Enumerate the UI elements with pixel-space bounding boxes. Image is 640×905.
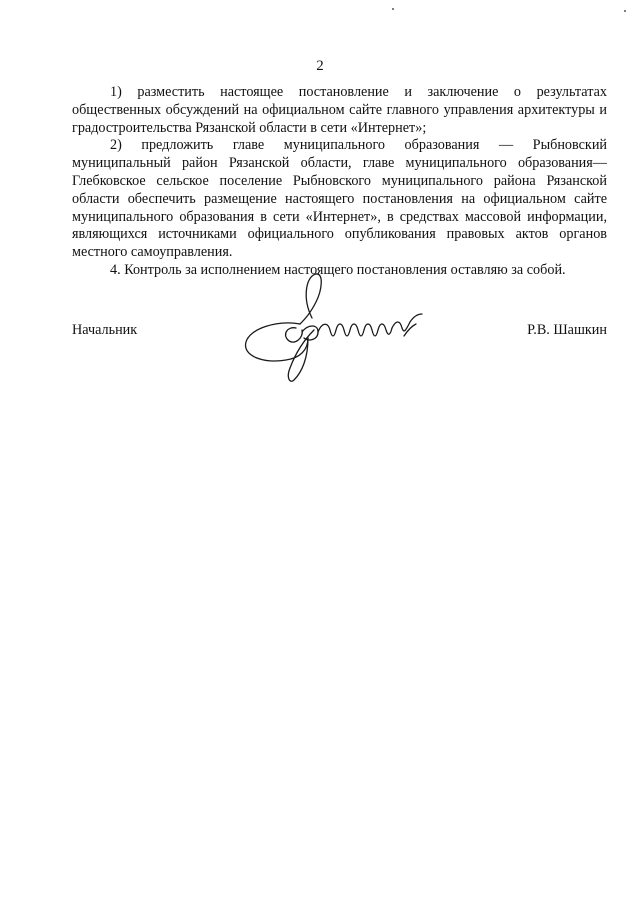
- scan-speck: [624, 10, 626, 12]
- paragraph-control: 4. Контроль за исполнением настоящего постановления оставляю за собой.: [110, 261, 566, 278]
- scan-speck: [392, 8, 394, 10]
- page-number: 2: [316, 58, 324, 74]
- handwritten-signature: [238, 268, 438, 386]
- document-body: [72, 84, 607, 280]
- paragraph-publish-website: 1) разместить настоящее постановление и заключение о результатах общественных обсуждений на официальном сайте главного управления архитектуры и градостроительства Рязанской области в сети «Интернет»;: [72, 84, 607, 136]
- signer-name: Р.В. Шашкин: [527, 322, 607, 338]
- paragraph-municipal-publication: 2) предложить главе муниципального образования — Рыбновский муниципальный район Рязанской области, главе муниципального образования— Глебковское сельское поселение Рыбновского муниципального района Рязанской области обеспечить размещение настоящего постановления на официальном сайте муниципального образования в сети «Интернет», в средствах массовой информации, являющихся источниками официального опубликования правовых актов органов местного самоуправления.: [72, 137, 607, 261]
- signer-position: Начальник: [72, 322, 138, 338]
